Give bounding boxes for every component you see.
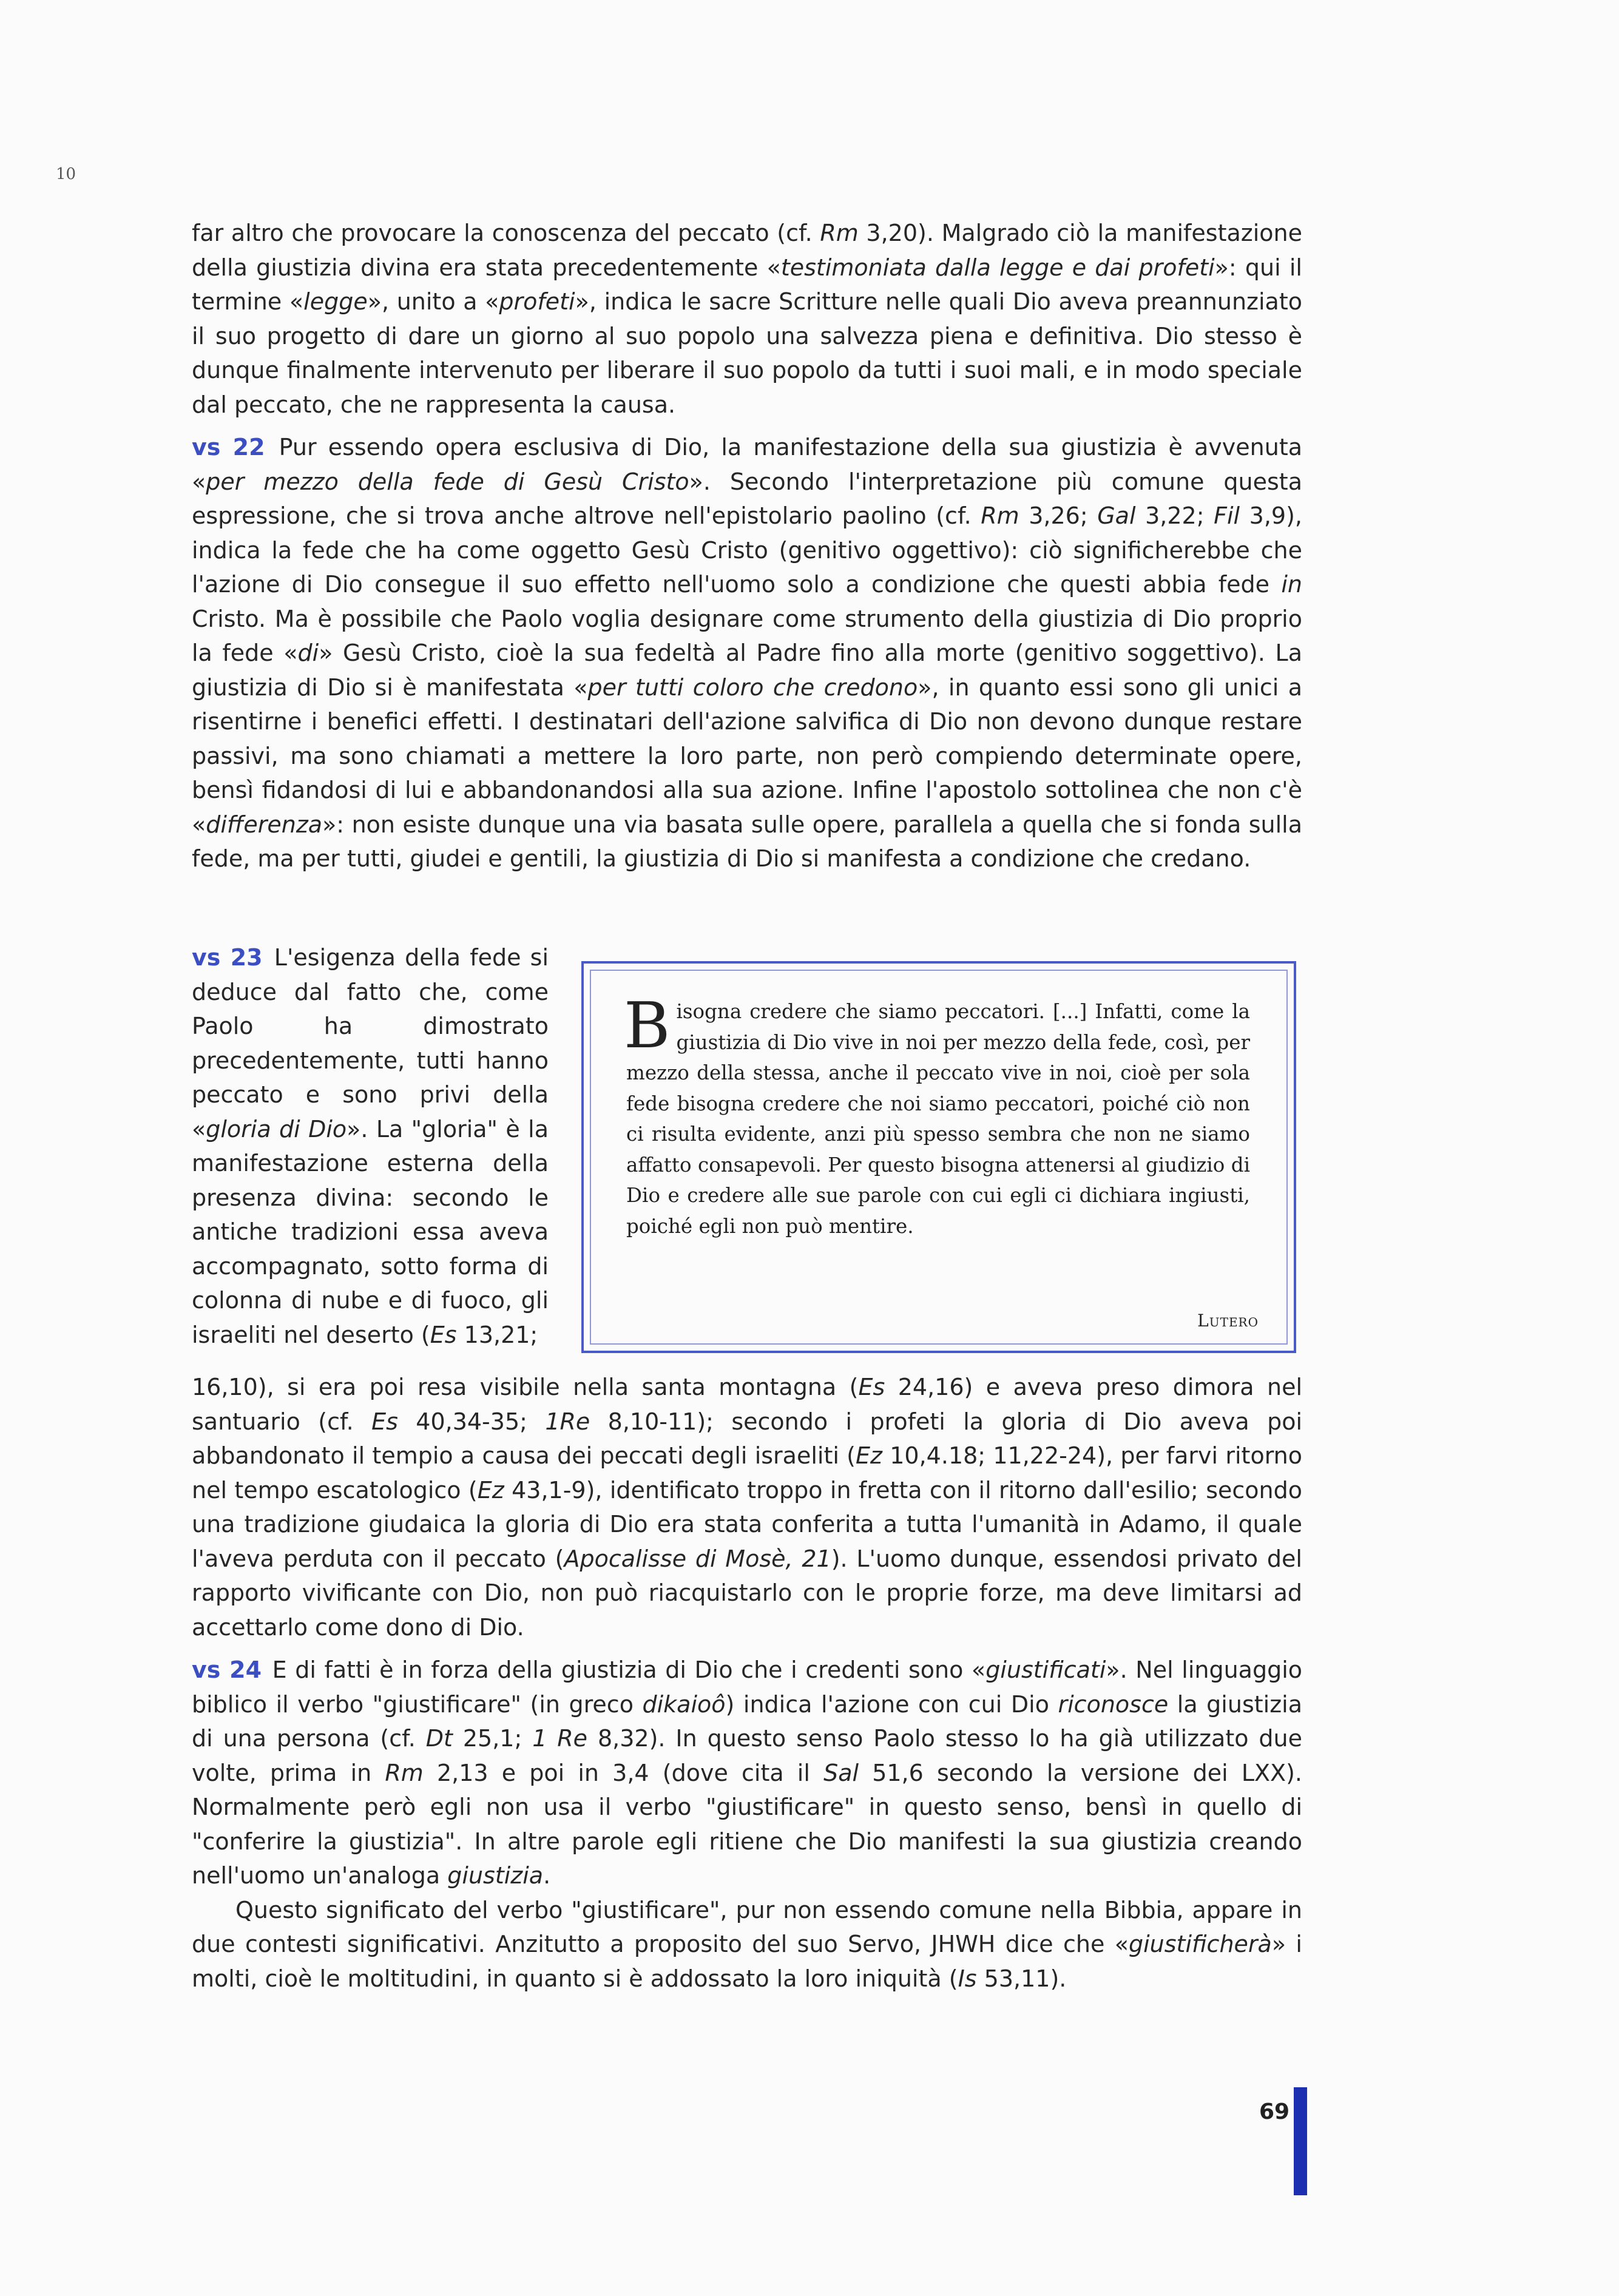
- vs24-paragraph: vs 24 E di fatti è in forza della giustizia di Dio che i credenti sono «giustificati». Nel linguaggio biblico il verbo "giustificare" (in greco dikaioô) indica l'azione con cui Dio riconosce la giustizia di una persona (cf. Dt 25,1; 1 Re 8,32). In questo senso Paolo stesso lo ha già utilizzato due volte, prima in Rm 2,13 e poi in 3,4 (dove cita il Sal 51,6 secondo la versione dei LXX). Normalmente però egli non usa il verbo "giustificare" in questo senso, bensì in quello di "conferire la giustizia". In altre parole egli ritiene che Dio manifesti la sua giustizia creando nell'uomo un'analoga giustizia.: [192, 1656, 1303, 1889]
- page-number: 69: [1259, 2099, 1290, 2124]
- vs23-column: [192, 940, 549, 1352]
- main-text-top: [192, 216, 1302, 876]
- quote-text: Bisogna credere che siamo peccatori. [...] Infatti, come la giustizia di Dio vive in noi per mezzo della fede, così, per mezzo della stessa, anche il peccato vive in noi, cioè per sola fede bisogna credere che noi siamo peccatori, poiché ciò non ci risulta evidente, anzi più spesso sembra che non ne siamo affatto consapevoli. Per questo bisogna attenersi al giudizio di Dio e credere alle sue parole con cui egli ci dichiara ingiusti, poiché egli non può mentire.: [624, 988, 1250, 1238]
- verse-label-22: vs 22: [192, 434, 265, 461]
- intro-paragraph: far altro che provocare la conoscenza del peccato (cf. Rm 3,20). Malgrado ciò la manifestazione della giustizia divina era stata precedentemente «testimoniata dalla legge e dai profeti»: qui il termine «legge», unito a «profeti», indica le sacre Scritture nelle quali Dio aveva preannunziato il suo progetto di dare un giorno al suo popolo una salvezza piena e definitiva. Dio stesso è dunque finalmente intervenuto per liberare il suo popolo da tutti i suoi mali, e in modo speciale dal peccato, che ne rappresenta la causa.: [192, 220, 1302, 418]
- verse-label-24: vs 24: [192, 1656, 262, 1683]
- final-paragraph: Questo significato del verbo "giustificare", pur non essendo comune nella Bibbia, appare in due contesti significativi. Anzitutto a proposito del suo Servo, JHWH dice che «giustificherà» i molti, cioè le moltitudini, in quanto si è addossato la loro iniquità (Is 53,11).: [192, 1896, 1302, 1992]
- page-edge-bar: [1294, 2087, 1307, 2195]
- quote-dropcap: B: [624, 988, 671, 1062]
- quote-box: [581, 961, 1296, 1353]
- vs23-paragraph: vs 23 L'esigenza della fede si deduce dal fatto che, come Paolo ha dimostrato precedentemente, tutti hanno peccato e sono privi della «gloria di Dio». La "gloria" è la manifestazione esterna della presenza divina: secondo le antiche tradizioni essa aveva accompagnato, sotto forma di colonna di nube e di fuoco, gli israeliti nel deserto (Es 13,21;: [192, 944, 549, 1348]
- vs23-continuation: 16,10), si era poi resa visibile nella santa montagna (Es 24,16) e aveva preso dimora nel santuario (cf. Es 40,34-35; 1Re 8,10-11); secondo i profeti la gloria di Dio aveva poi abbandonato il tempio a causa dei peccati degli israeliti (Ez 10,4.18; 11,22-24), per farvi ritorno nel tempo escatologico (Ez 43,1-9), identificato troppo in fretta con il ritorno dall'esilio; secondo una tradizione giudaica la gloria di Dio era stata conferita a tutta l'umanità in Adamo, il quale l'aveva perduta con il peccato (Apocalisse di Mosè, 21). L'uomo dunque, essendosi privato del rapporto vivificante con Dio, non può riacquistarlo con le proprie forze, ma deve limitarsi ad accettarlo come dono di Dio.: [192, 1374, 1303, 1641]
- verse-label-23: vs 23: [192, 944, 263, 971]
- margin-number: 10: [56, 165, 76, 183]
- main-text-bottom: [192, 1370, 1302, 1996]
- quote-author: Lutero: [1197, 1311, 1259, 1331]
- vs22-paragraph: vs 22 Pur essendo opera esclusiva di Dio, la manifestazione della sua giustizia è avvenuta «per mezzo della fede di Gesù Cristo». Secondo l'interpretazione più comune questa espressione, che si trova anche altrove nell'epistolario paolino (cf. Rm 3,26; Gal 3,22; Fil 3,9), indica la fede che ha come oggetto Gesù Cristo (genitivo oggettivo): ciò significherebbe che l'azione di Dio consegue il suo effetto nell'uomo solo a condizione che questi abbia fede in Cristo. Ma è possibile che Paolo voglia designare come strumento della giustizia di Dio proprio la fede «di» Gesù Cristo, cioè la sua fedeltà al Padre fino alla morte (genitivo soggettivo). La giustizia di Dio si è manifestata «per tutti coloro che credono», in quanto essi sono gli unici a risentirne i benefici effetti. I destinatari dell'azione salvifica di Dio non devono dunque restare passivi, ma sono chiamati a mettere la loro parte, non però compiendo determinate opere, bensì fidandosi di lui e abbandonandosi alla sua azione. Infine l'apostolo sottolinea che non c'è «differenza»: non esiste dunque una via basata sulle opere, parallela a quella che si fonda sulla fede, ma per tutti, giudei e gentili, la giustizia di Dio si manifesta a condizione che credano.: [192, 434, 1303, 872]
